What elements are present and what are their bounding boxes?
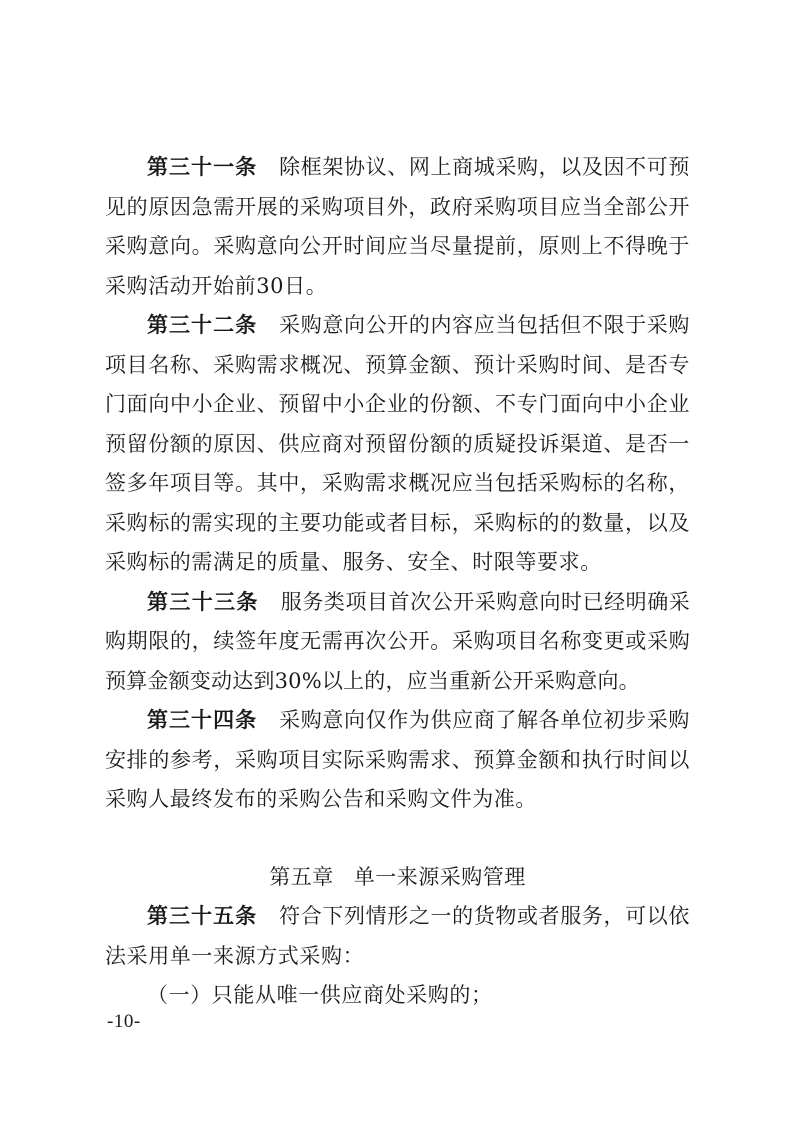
article-31 <box>105 148 690 306</box>
article-number: 第三十二条 <box>147 313 258 337</box>
article-number: 第三十一条 <box>147 155 258 179</box>
article-number: 第三十三条 <box>147 589 259 614</box>
article-35 <box>105 897 690 976</box>
article-number: 第三十五条 <box>147 904 258 928</box>
article-text: 服务类项目首次公开采购意向时已经明确采购期限的，续签年度无需再次公开。采购项目名称变更或采购预算金额变动达到30%以上的，应当重新公开采购意向。 <box>105 589 690 693</box>
article-text: 符合下列情形之一的货物或者服务，可以依法采用单一来源方式采购： <box>105 904 691 968</box>
article-text: 除框架协议、网上商城采购，以及因不可预见的原因急需开展的采购项目外，政府采购项目应当全部公开采购意向。采购意向公开时间应当尽量提前，原则上不得晚于采购活动开始前30日。 <box>105 155 691 298</box>
list-item: （一）只能从唯一供应商处采购的； <box>147 983 493 1007</box>
chapter-number: 第五章 <box>269 864 334 889</box>
article-33 <box>105 583 690 702</box>
chapter-title: 单一来源采购管理 <box>353 864 526 889</box>
chapter-heading <box>105 858 690 898</box>
article-34 <box>105 701 690 820</box>
article-35-item-1 <box>105 976 690 1016</box>
article-text: 采购意向仅作为供应商了解各单位初步采购安排的参考，采购项目实际采购需求、预算金额和执行时间以采购人最终发布的采购公告和采购文件为准。 <box>105 708 691 811</box>
article-text: 采购意向公开的内容应当包括但不限于采购项目名称、采购需求概况、预算金额、预计采购时间、是否专门面向中小企业、预留中小企业的份额、不专门面向中小企业预留份额的原因、供应商对预留份额的质疑投诉渠道、是否一签多年项目等。其中，采购需求概况应当包括采购标的名称，采购标的需实现的主要功能或者目标，采购标的的数量，以及采购标的需满足的质量、服务、安全、时限等要求。 <box>105 313 691 574</box>
article-32 <box>105 306 690 583</box>
document-body <box>105 148 690 1016</box>
article-number: 第三十四条 <box>147 708 258 732</box>
page-number: -10- <box>107 1011 141 1032</box>
